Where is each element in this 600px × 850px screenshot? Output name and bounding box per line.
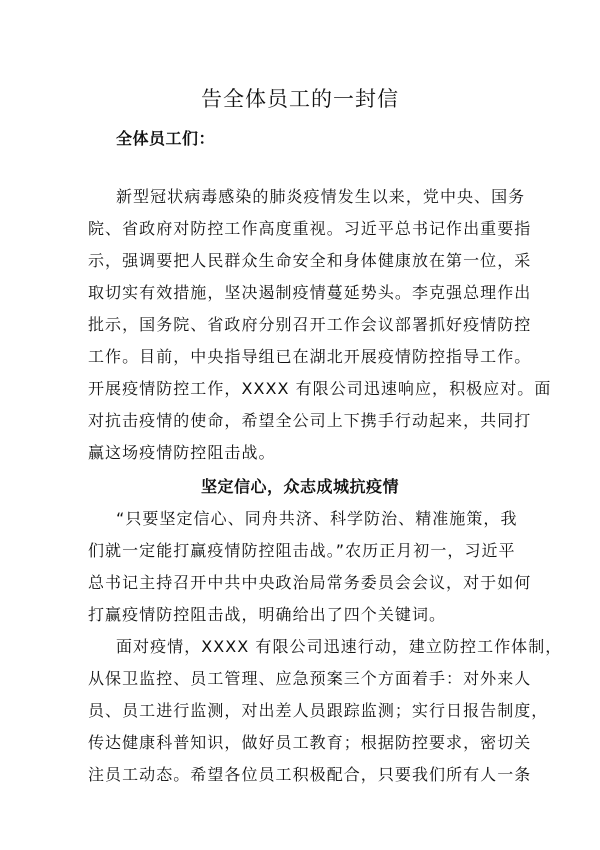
paragraph-line: 示，强调要把人民群众生命安全和身体健康放在第一位，采 — [88, 251, 532, 270]
paragraph-line: 院、省政府对防控工作高度重视。习近平总书记作出重要指 — [88, 219, 532, 238]
letter-title: 告全体员工的一封信 — [201, 87, 399, 111]
paragraph-line: “只要坚定信心、同舟共济、科学防治、精准施策，我 — [116, 509, 518, 528]
paragraph-line: 注员工动态。希望各位员工积极配合，只要我们所有人一条 — [88, 765, 532, 784]
paragraph-line: 工作。目前，中央指导组已在湖北开展疫情防控指导工作。 — [88, 347, 532, 366]
paragraph-line: 打赢疫情防控阻击战，明确给出了四个关键词。 — [88, 605, 447, 624]
paragraph-line: 传达健康科普知识，做好员工教育；根据防控要求，密切关 — [88, 733, 532, 752]
paragraph-line: 从保卫监控、员工管理、应急预案三个方面着手：对外来人 — [88, 669, 532, 688]
paragraph-line: 面对疫情，XXXX 有限公司迅速行动，建立防控工作体制， — [116, 637, 563, 656]
paragraph-line: 新型冠状病毒感染的肺炎疫情发生以来，党中央、国务 — [116, 187, 526, 206]
paragraph-line: 开展疫情防控工作，XXXX 有限公司迅速响应，积极应对。面 — [88, 379, 552, 398]
paragraph-line: 总书记主持召开中共中央政治局常务委员会会议，对于如何 — [88, 573, 532, 592]
paragraph-line: 赢这场疫情防控阻击战。 — [88, 443, 276, 462]
paragraph-line: 对抗击疫情的使命，希望全公司上下携手行动起来，共同打 — [88, 411, 532, 430]
paragraph-line: 批示，国务院、省政府分别召开工作会议部署抓好疫情防控 — [88, 315, 532, 334]
paragraph-line: 员、员工进行监测，对出差人员跟踪监测；实行日报告制度， — [88, 701, 549, 720]
paragraph-line: 们就一定能打赢疫情防控阻击战。”农历正月初一，习近平 — [88, 541, 516, 560]
paragraph-line: 取切实有效措施，坚决遏制疫情蔓延势头。李克强总理作出 — [88, 283, 532, 302]
section-heading: 坚定信心，众志成城抗疫情 — [200, 477, 399, 496]
salutation: 全体员工们： — [116, 129, 216, 148]
